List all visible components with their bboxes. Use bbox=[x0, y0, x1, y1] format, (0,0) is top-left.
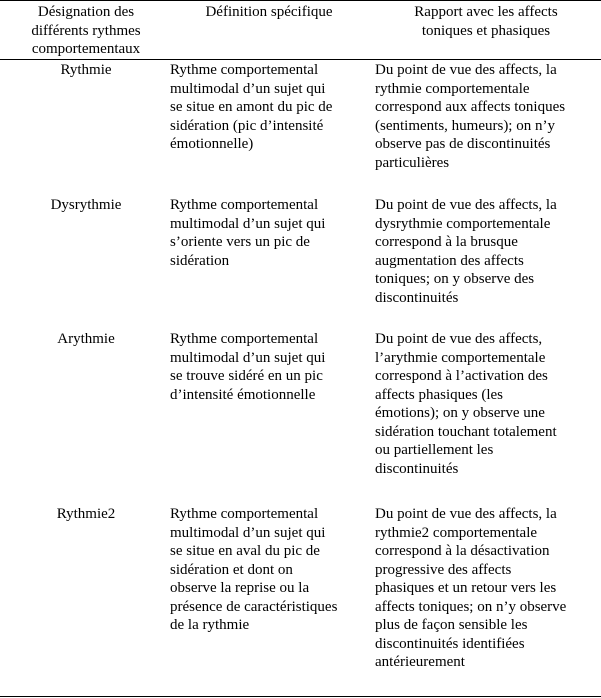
table-bottom-rule bbox=[0, 696, 601, 697]
row-rythmie-rapport: Du point de vue des affects, la rythmie comportementale correspond aux affects toniques (sentiments, humeurs); on n’y observe pas de discontinuités particulières bbox=[375, 62, 566, 171]
row-rythmie-definition: Rythme comportemental multimodal d’un sujet qui se situe en amont du pic de sidération (pic d’intensité émotionnelle) bbox=[170, 62, 333, 152]
row-rythmie-designation: Rythmie bbox=[60, 62, 112, 78]
row-rythmie2-definition: Rythme comportemental multimodal d’un sujet qui se situe en aval du pic de sidération et dont on observe la reprise ou la présence de caractéristiques de la rythmie bbox=[170, 506, 338, 633]
row-dysrythmie-rapport: Du point de vue des affects, la dysrythmie comportementale correspond à la brusque augmentation des affects toniques; on y observe des discontinuités bbox=[375, 197, 557, 306]
row-dysrythmie-definition: Rythme comportemental multimodal d’un sujet qui s’oriente vers un pic de sidération bbox=[170, 197, 326, 269]
row-arythmie-rapport: Du point de vue des affects, l’arythmie comportementale correspond à l’activation des affects phasiques (les émotions); on y observe une sidération touchant totalement ou partiellement les discontinuités bbox=[375, 331, 557, 477]
row-arythmie-designation: Arythmie bbox=[57, 331, 115, 347]
row-rythmie2-designation: Rythmie2 bbox=[56, 506, 116, 522]
table-top-rule bbox=[0, 0, 601, 1]
header-rapport: Rapport avec les affects toniques et phasiques bbox=[414, 4, 558, 39]
header-designation: Désignation des différents rythmes comportementaux bbox=[31, 4, 141, 57]
row-rythmie2-rapport: Du point de vue des affects, la rythmie2 comportementale correspond à la désactivation progressive des affects phasiques et un retour vers les affects toniques; on n’y observe plus de façon sensible les discontinuités identifiées antérieurement bbox=[375, 506, 567, 670]
header-rule bbox=[0, 59, 601, 60]
header-definition: Définition spécifique bbox=[205, 4, 333, 20]
row-arythmie-definition: Rythme comportemental multimodal d’un sujet qui se trouve sidéré en un pic d’intensité émotionnelle bbox=[170, 331, 326, 403]
row-dysrythmie-designation: Dysrythmie bbox=[50, 197, 122, 213]
